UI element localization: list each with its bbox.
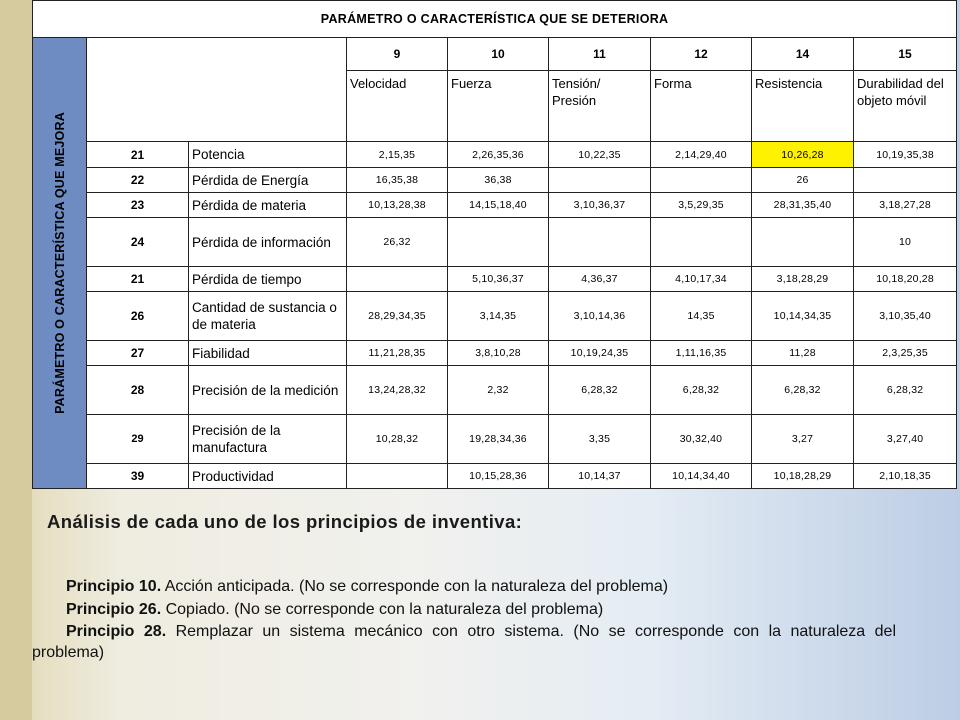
row-number: 28 [87, 366, 189, 415]
column-number: 14 [752, 38, 854, 71]
table-row [33, 341, 957, 366]
table-cell: 10,14,34,35 [752, 292, 854, 341]
row-name: Fiabilidad [189, 341, 347, 366]
table-row [33, 168, 957, 193]
table-cell: 10,19,24,35 [549, 341, 651, 366]
table-cell: 28,29,34,35 [347, 292, 448, 341]
table-row [33, 464, 957, 489]
highlighted-cell: 10,26,28 [752, 142, 854, 168]
table-cell [651, 218, 752, 267]
table-cell: 4,10,17,34 [651, 267, 752, 292]
table-cell: 4,36,37 [549, 267, 651, 292]
table-cell: 2,15,35 [347, 142, 448, 168]
improving-parameter-header-text: PARÁMETRO O CARACTERÍSTICA QUE MEJORA [52, 112, 67, 414]
table-cell: 10,15,28,36 [448, 464, 549, 489]
column-number: 11 [549, 38, 651, 71]
column-number: 10 [448, 38, 549, 71]
table-cell [448, 218, 549, 267]
table-cell: 6,28,32 [651, 366, 752, 415]
column-name: Velocidad [347, 71, 448, 142]
corner-cell [87, 38, 347, 142]
table-cell: 10,19,35,38 [854, 142, 957, 168]
table-row [33, 218, 957, 267]
row-name: Precisión de la manufactura [189, 415, 347, 464]
table-cell [854, 168, 957, 193]
row-name: Pérdida de Energía [189, 168, 347, 193]
table-cell: 19,28,34,36 [448, 415, 549, 464]
row-name: Precisión de la medición [189, 366, 347, 415]
table-cell: 11,28 [752, 341, 854, 366]
row-number: 21 [87, 142, 189, 168]
principle-label: Principio 28. [66, 623, 167, 640]
table-row [33, 292, 957, 341]
principle-label: Principio 26. [66, 601, 162, 618]
principle-paragraph [32, 621, 896, 663]
table-cell: 2,14,29,40 [651, 142, 752, 168]
table-cell: 2,32 [448, 366, 549, 415]
table-row [33, 142, 957, 168]
table-cell: 3,10,36,37 [549, 193, 651, 218]
table-cell: 3,27,40 [854, 415, 957, 464]
table-cell: 30,32,40 [651, 415, 752, 464]
table-cell: 6,28,32 [549, 366, 651, 415]
table-cell: 2,10,18,35 [854, 464, 957, 489]
table-cell: 16,35,38 [347, 168, 448, 193]
table-cell: 3,10,35,40 [854, 292, 957, 341]
principle-paragraph [32, 576, 896, 597]
table-cell: 13,24,28,32 [347, 366, 448, 415]
table-cell: 26 [752, 168, 854, 193]
principle-text: Copiado. (No se corresponde con la naturaleza del problema) [161, 601, 604, 618]
row-number: 39 [87, 464, 189, 489]
row-name: Pérdida de tiempo [189, 267, 347, 292]
table-cell: 36,38 [448, 168, 549, 193]
table-cell: 10,28,32 [347, 415, 448, 464]
column-number: 9 [347, 38, 448, 71]
table-cell: 26,32 [347, 218, 448, 267]
table-row [33, 267, 957, 292]
table-cell [347, 464, 448, 489]
table-cell: 3,35 [549, 415, 651, 464]
table-row [33, 193, 957, 218]
row-number: 23 [87, 193, 189, 218]
table-cell: 5,10,36,37 [448, 267, 549, 292]
table-cell [752, 218, 854, 267]
table-cell: 6,28,32 [854, 366, 957, 415]
table-cell: 2,3,25,35 [854, 341, 957, 366]
table-cell: 3,18,27,28 [854, 193, 957, 218]
table-cell: 3,27 [752, 415, 854, 464]
column-name: Forma [651, 71, 752, 142]
table-cell: 10,22,35 [549, 142, 651, 168]
table-cell [549, 168, 651, 193]
column-name: Durabilidad del objeto móvil [854, 71, 957, 142]
table-cell: 3,18,28,29 [752, 267, 854, 292]
column-number: 15 [854, 38, 957, 71]
row-number: 29 [87, 415, 189, 464]
column-name: Fuerza [448, 71, 549, 142]
table-cell: 10 [854, 218, 957, 267]
row-name: Pérdida de materia [189, 193, 347, 218]
principle-label: Principio 10. [66, 578, 162, 595]
row-number: 21 [87, 267, 189, 292]
table-cell: 14,35 [651, 292, 752, 341]
row-name: Potencia [189, 142, 347, 168]
table-cell [347, 267, 448, 292]
table-cell: 10,18,20,28 [854, 267, 957, 292]
row-number: 26 [87, 292, 189, 341]
table-row [33, 366, 957, 415]
left-decor-band [0, 0, 32, 720]
table-cell: 10,13,28,38 [347, 193, 448, 218]
analysis-title: Análisis de cada uno de los principios de inventiva: [47, 511, 523, 532]
table-cell: 3,8,10,28 [448, 341, 549, 366]
table-cell: 3,14,35 [448, 292, 549, 341]
principle-text: Acción anticipada. (No se corresponde con la naturaleza del problema) [161, 578, 669, 595]
contradiction-matrix-table [32, 0, 957, 489]
table-cell: 3,5,29,35 [651, 193, 752, 218]
table-cell: 10,18,28,29 [752, 464, 854, 489]
table-cell: 28,31,35,40 [752, 193, 854, 218]
table-cell: 3,10,14,36 [549, 292, 651, 341]
table-cell: 11,21,28,35 [347, 341, 448, 366]
row-name: Productividad [189, 464, 347, 489]
table-cell: 10,14,34,40 [651, 464, 752, 489]
table-cell: 2,26,35,36 [448, 142, 549, 168]
row-number: 22 [87, 168, 189, 193]
table-cell: 10,14,37 [549, 464, 651, 489]
table-row [33, 415, 957, 464]
table-cell: 6,28,32 [752, 366, 854, 415]
table-cell [651, 168, 752, 193]
row-number: 27 [87, 341, 189, 366]
row-name: Cantidad de sustancia o de materia [189, 292, 347, 341]
table-cell: 14,15,18,40 [448, 193, 549, 218]
row-name: Pérdida de información [189, 218, 347, 267]
table-cell [549, 218, 651, 267]
column-name: Tensión/ Presión [549, 71, 651, 142]
column-number: 12 [651, 38, 752, 71]
row-number: 24 [87, 218, 189, 267]
principle-text: Remplazar un sistema mecánico con otro sistema. (No se corresponde con la naturaleza del problema) [32, 623, 897, 661]
improving-parameter-header [33, 38, 87, 489]
deteriorating-parameter-header: PARÁMETRO O CARACTERÍSTICA QUE SE DETERIORA [33, 1, 957, 38]
table-cell: 1,11,16,35 [651, 341, 752, 366]
principle-paragraph [32, 599, 896, 620]
column-name: Resistencia [752, 71, 854, 142]
